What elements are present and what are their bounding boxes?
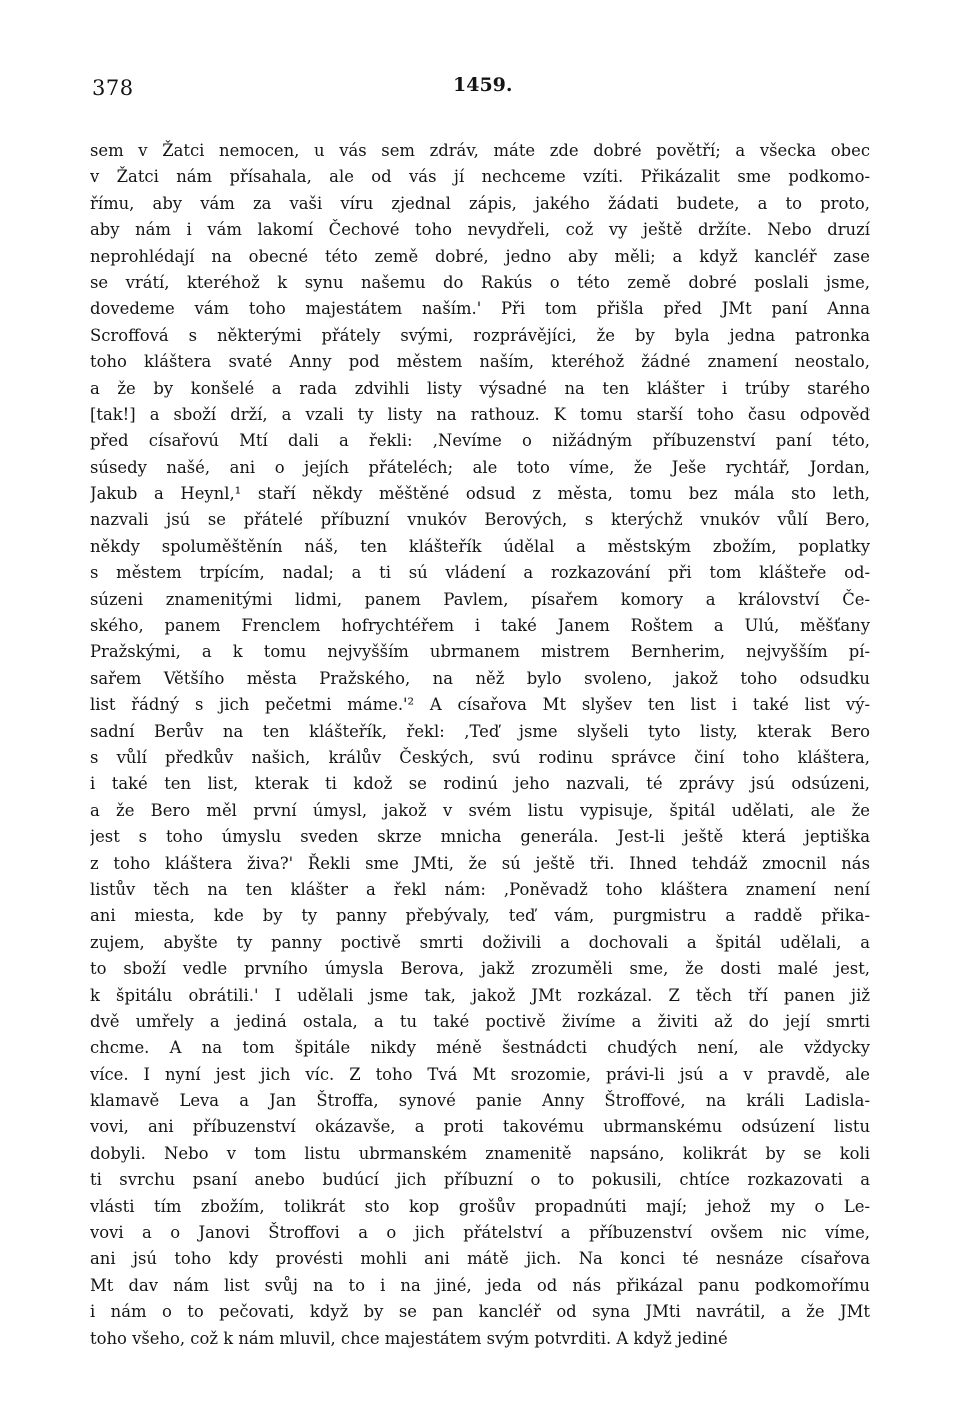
text-line: k špitálu obrátili.' I udělali jsme tak, jakož JMt rozkázal. Z těch tří panen již bbox=[90, 985, 870, 1005]
text-line: ského, panem Frenclem hofrychtéřem i také Janem Roštem a Ulú, měšťany bbox=[90, 616, 870, 636]
text-line: klamavě Leva a Jan Štroffa, synové panie Anny Štroffové, na králi Ladisla- bbox=[90, 1091, 870, 1111]
running-head-year: 1459. bbox=[453, 74, 513, 96]
text-line: ani jsú toho kdy provésti mohli ani mátě jich. Na konci té nesnáze císařova bbox=[90, 1249, 870, 1269]
text-line: s městem trpícím, nadal; a ti sú vládení a rozkazování při tom klášteře od- bbox=[90, 563, 870, 583]
text-line: ti svrchu psaní anebo budúcí jich příbuzní o to pokusili, chtíce rozkazovati a bbox=[90, 1170, 870, 1190]
text-line: nazvali jsú se přátelé příbuzní vnukóv Berových, s kterýchž vnukóv vůlí Bero, bbox=[90, 510, 870, 530]
text-line: Jakub a Heynl,¹ staří někdy měštěné odsud z města, tomu bez mála sto leth, bbox=[90, 484, 870, 504]
text-line: více. I nyní jest jich víc. Z toho Tvá Mt srozomie, právi-li jsú a v pravdě, ale bbox=[90, 1064, 870, 1084]
text-line: z toho kláštera živa?' Řekli sme JMti, že sú ještě tři. Ihned tehdáž zmocnil nás bbox=[90, 853, 870, 873]
text-line: neprohlédají na obecné této země dobré, jedno aby měli; a když kancléř zase bbox=[90, 246, 870, 266]
text-line: [tak!] a sboží drží, a vzali ty listy na rathouz. K tomu starší toho času odpověď bbox=[90, 404, 870, 424]
text-line: dovedeme vám toho majestátem naším.' Při tom přišla před JMt paní Anna bbox=[90, 299, 870, 319]
text-line: vovi, ani příbuzenství okázavše, a proti takovému ubrmanskému odsúzení listu bbox=[90, 1117, 870, 1137]
text-line: toho kláštera svaté Anny pod městem naším, kteréhož žádné znamení neostalo, bbox=[90, 352, 870, 372]
text-line: vlásti tím zbožím, tolikrát sto kop grošův propadnúti mají; jehož my o Le- bbox=[90, 1196, 870, 1216]
text-line: sem v Žatci nemocen, u vás sem zdráv, máte zde dobré povětří; a všecka obec bbox=[90, 141, 870, 160]
text-line: jest s toho úmyslu sveden skrze mnicha generála. Jest-li ještě která jeptiška bbox=[90, 827, 870, 847]
text-line: sadní Berův na ten klášteřík, řekl: ,Teď jsme slyšeli tyto listy, kterak Bero bbox=[90, 721, 870, 741]
text-line: sařem Většího města Pražského, na něž bylo svoleno, jakož toho odsudku bbox=[90, 668, 870, 688]
text-line: listův těch na ten klášter a řekl nám: ,Poněvadž toho kláštera znamení není bbox=[90, 879, 870, 899]
text-line: římu, aby vám za vaši víru zjednal zápis, jakého žádati budete, a to proto, bbox=[90, 193, 870, 213]
body-text bbox=[90, 138, 870, 1352]
text-line: súzeni znamenitými lidmi, panem Pavlem, písařem komory a království Če- bbox=[90, 589, 870, 609]
text-line: a že Bero měl první úmysl, jakož v svém listu vypisuje, špitál udělati, ale že bbox=[90, 800, 870, 820]
text-line: list řádný s jich pečetmi máme.'² A císařova Mt slyšev ten list i také list vý- bbox=[90, 695, 870, 715]
text-line: aby nám i vám lakomí Čechové toho nevydřeli, což vy ještě držíte. Nebo druzí bbox=[90, 220, 870, 240]
text-line: Pražskými, a k tomu nejvyšším ubrmanem mistrem Bernherim, nejvyšším pí- bbox=[90, 642, 870, 662]
text-line: dobyli. Nebo v tom listu ubrmanském znamenitě napsáno, kolikrát by se koli bbox=[90, 1143, 870, 1163]
text-line: se vrátí, kteréhož k synu našemu do Rakús o této země dobré poslali jsme, bbox=[90, 272, 870, 292]
text-line: to sboží vedle prvního úmysla Berova, jakž zrozuměli sme, že dosti malé jest, bbox=[90, 959, 870, 979]
text-line: toho všeho, což k nám mluvil, chce majestátem svým potvrditi. A když jediné bbox=[90, 1328, 728, 1348]
text-line: Scroffová s některými přátely svými, rozprávějíci, že by byla jedna patronka bbox=[90, 325, 870, 345]
page-number: 378 bbox=[92, 76, 134, 100]
text-line: i nám o to pečovati, když by se pan kancléř od syna JMti navrátil, a že JMt bbox=[90, 1302, 870, 1322]
text-line: dvě umřely a jediná ostala, a tu také poctivě živíme a živiti až do její smrti bbox=[90, 1011, 870, 1031]
text-line: i také ten list, kterak ti kdož se rodinú jeho nazvali, té zprávy jsú odsúzeni, bbox=[90, 774, 870, 794]
text-line: vovi a o Janovi Štroffovi a o jich přátelství a příbuzenství ovšem nic víme, bbox=[90, 1223, 870, 1243]
text-line: zujem, abyšte ty panny poctivě smrti doživili a dochovali a špitál udělali, a bbox=[90, 932, 870, 952]
text-line: súsedy našé, ani o jejích přáteléch; ale toto víme, že Ješe rychtář, Jordan, bbox=[90, 457, 870, 477]
text-line: v Žatci nám přísahala, ale od vás jí nechceme vzíti. Přikázalit sme podkomo- bbox=[90, 167, 870, 187]
text-line: někdy spoluměštěnín náš, ten klášteřík údělal a městským zbožím, poplatky bbox=[90, 536, 870, 556]
text-line: s vůlí předkův našich, králův Českých, svú rodinu správce činí toho kláštera, bbox=[90, 747, 870, 767]
text-line: Mt dav nám list svůj na to i na jiné, jeda od nás přikázal panu podkomořímu bbox=[90, 1275, 870, 1295]
text-line: chcme. A na tom špitále nikdy méně šestnádcti chudých není, ale vždycky bbox=[90, 1038, 870, 1058]
text-line: před císařovú Mtí dali a řekli: ,Nevíme o nižádným příbuzenství paní této, bbox=[90, 431, 870, 451]
text-line: ani miesta, kde by ty panny přebývaly, teď vám, purgmistru a raddě přika- bbox=[90, 906, 870, 926]
text-line: a že by konšelé a rada zdvihli listy výsadné na ten klášter i trúby starého bbox=[90, 378, 870, 398]
